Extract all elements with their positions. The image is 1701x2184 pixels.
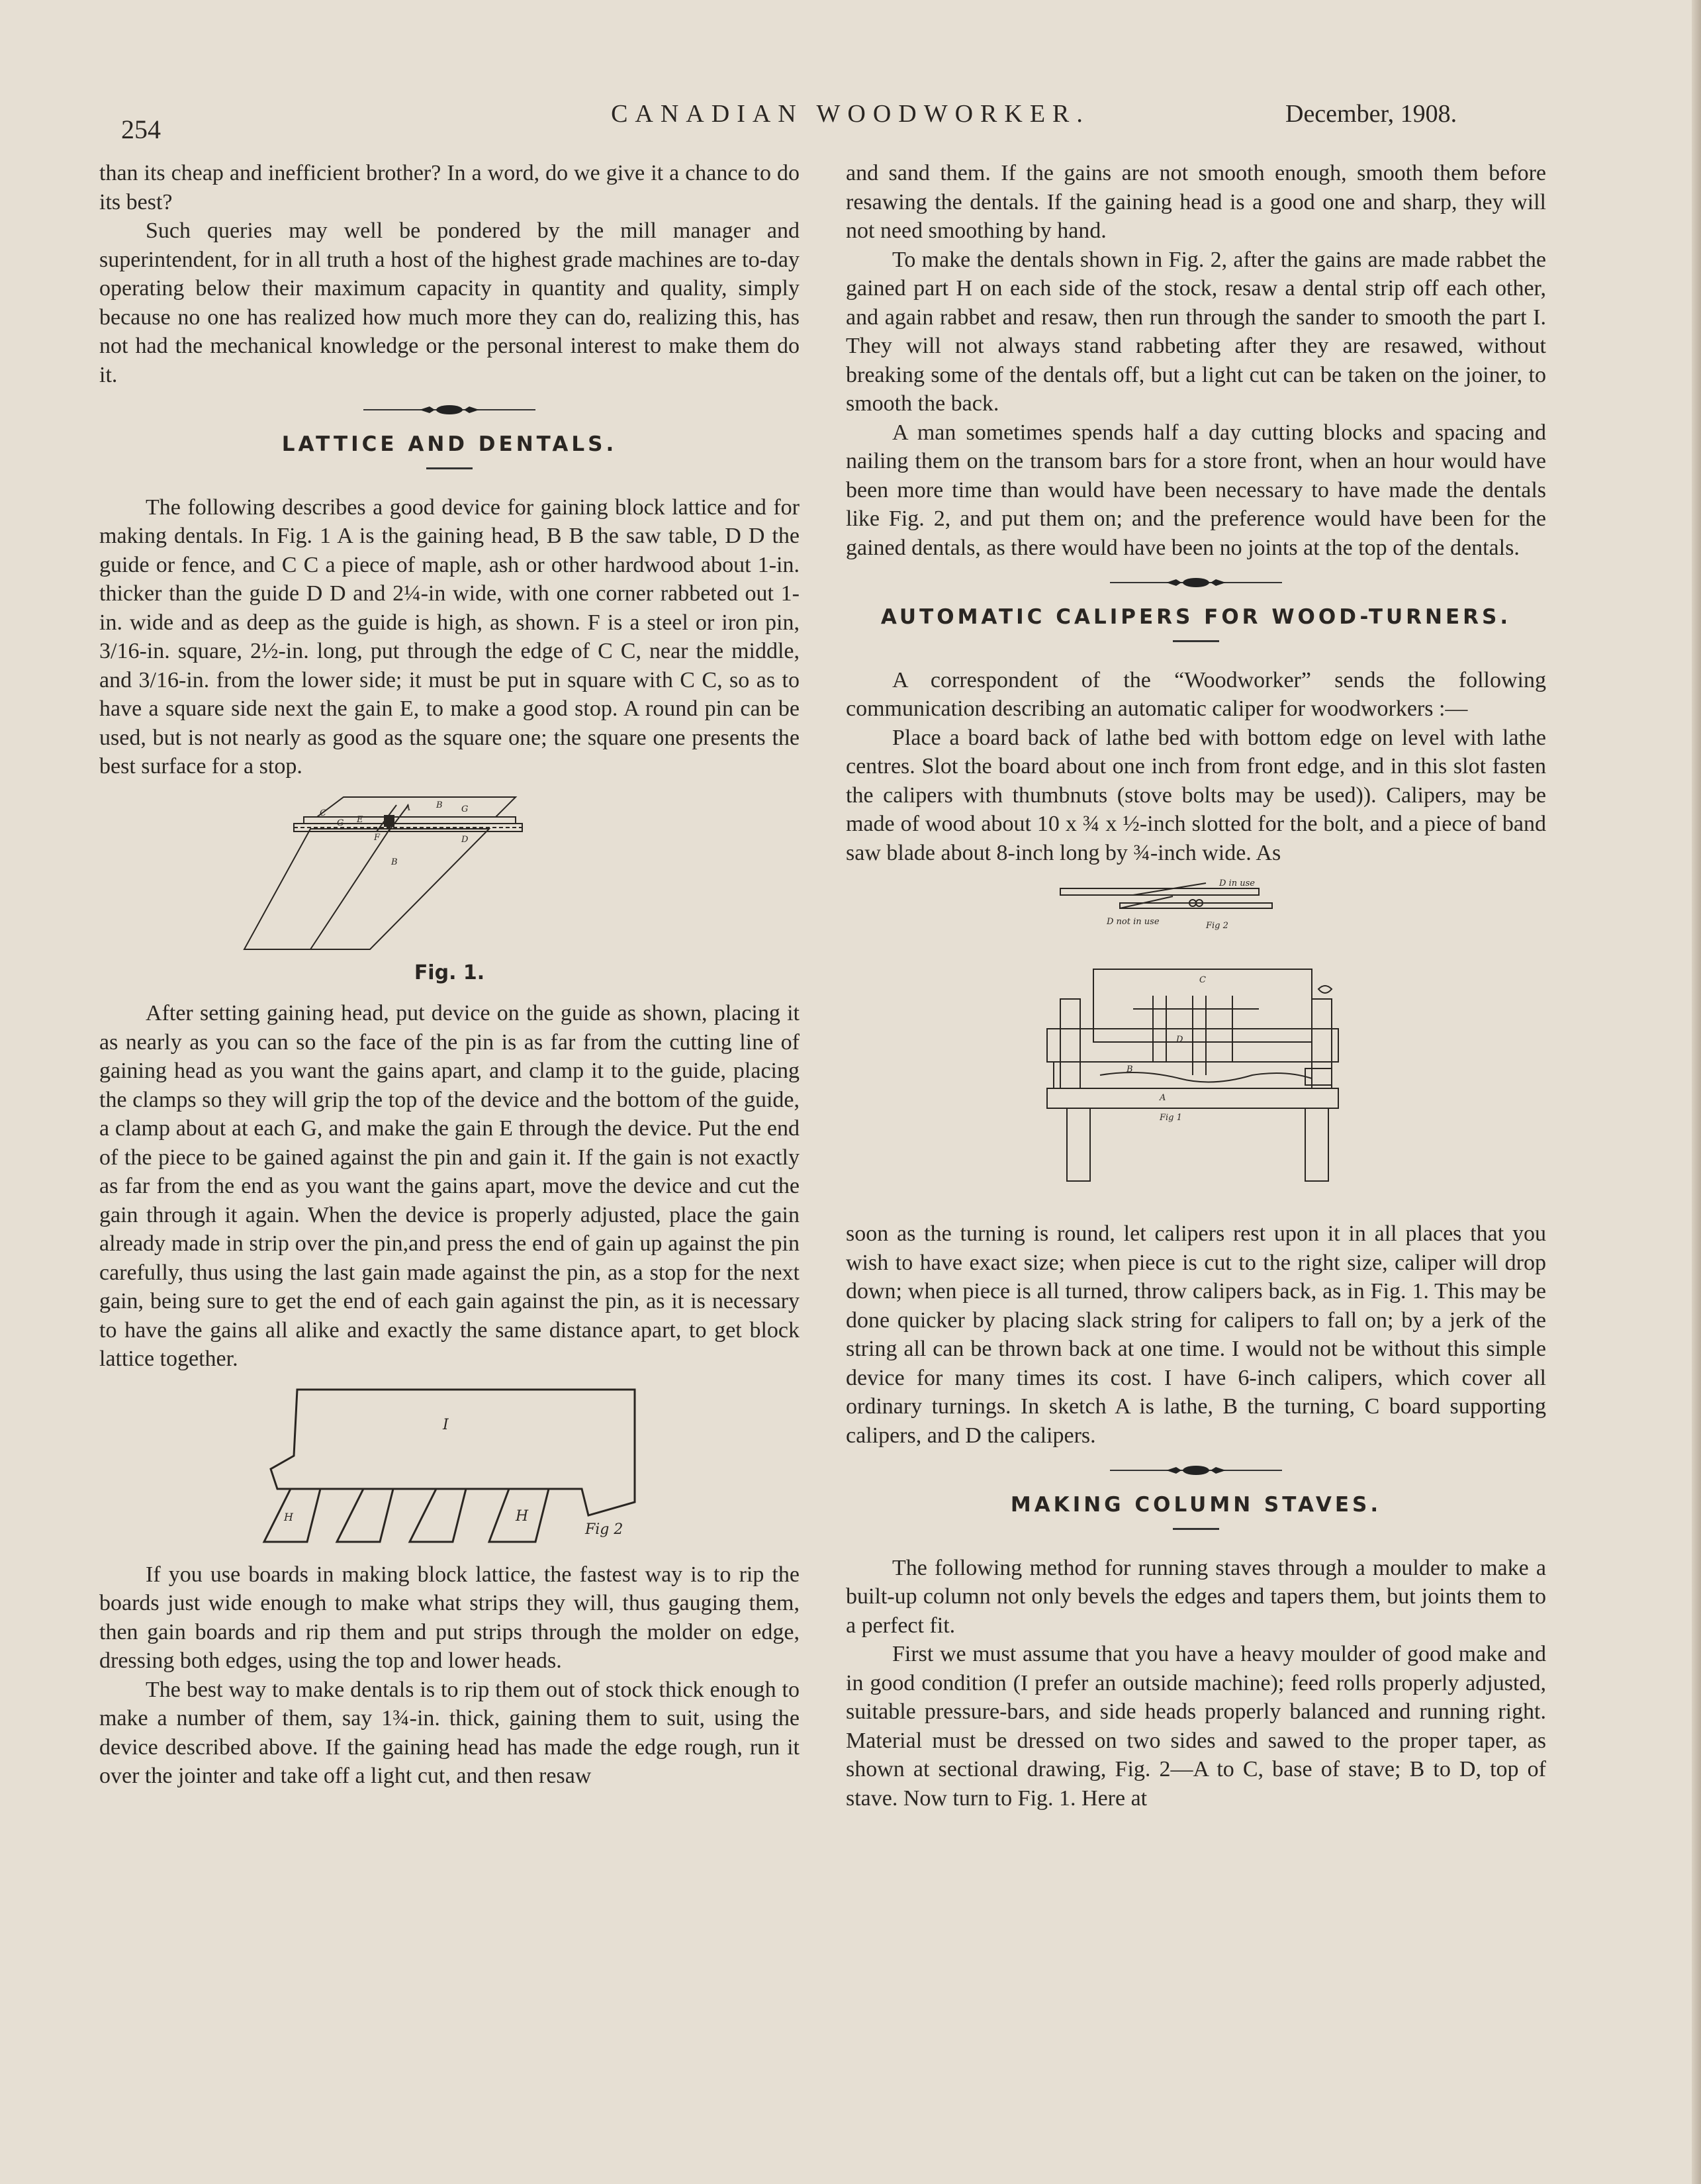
paragraph: A man sometimes spends half a day cutting blocks and spacing and nailing them on the transom bars for a store front, when an hour would have been more time than would have been necessary to have made the dentals like Fig. 2, and put them on; and the preference would have been for the gained dentals, as there would have been no joints at the top of the dentals. [846,420,1546,560]
section-heading: LATTICE AND DENTALS. [281,432,618,456]
fig-label: B [1126,1065,1133,1074]
paragraph: Such queries may well be pondered by the mill manager and superintendent, for in all truth a host of the highest grade machines are to-day operating below their maximum capacity in quantity and quality, simply because no one has realized how much more they can do, realizing this, has not had the mechanical knowledge or the personal interest to make them do it. [99,218,800,387]
fig-label: F [374,832,381,843]
paragraph: After setting gaining head, put device on the guide as shown, placing it as nearly as you can so the face of the pin is as far from the cutting line of gaining head as you want the gains apart, and clamp it to the guide, placing the clamps so they will grip the top of the device and the bottom of the guide, a clamp about at each G, and make the gain E through the device. Put the end of the piece to be gained against the pin and gain it. If the gain is not exactly as far from the end as you want the gains apart, move the device and cut the gain through it again. When the device is properly adjusted, place the gain already made in strip over the pin,and press the end of gain up against the pin carefully, thus using the last gain made against the pin, as a stop for the next gain, being sure to get the end of each gain against the pin, as it is necessary to have the gains all alike and exactly the same distance apart, to get block lattice together. [99,1001,800,1371]
paragraph: than its cheap and inefficient brother? In a word, do we give it a chance to do its best? [99,161,800,214]
page-edge [1692,0,1701,2184]
heading-rule [426,467,473,469]
gaining-device-drawing [238,790,661,956]
fig-label: D [461,834,469,845]
paragraph: The following method for running staves through a moulder to make a built-up column not only bevels the edges and tapers them, but joints them to a perfect fit. [846,1555,1546,1638]
section-ornament [846,573,1546,593]
fig-label: Fig 1 [1160,1113,1182,1123]
caliper-figure [846,877,1546,1208]
heading-rule [1173,1528,1219,1530]
fig-label: A [1160,1093,1166,1103]
figure-1 [99,790,800,988]
page-number: 254 [121,115,161,144]
fig-label: C [1199,975,1206,985]
paragraph: and sand them. If the gains are not smooth enough, smooth them before resawing the dentals. If the gaining head is a good one and sharp, they will not need smoothing by hand. [846,161,1546,243]
paragraph: To make the dentals shown in Fig. 2, after the gains are made rabbet the gained part H on each side of the stock, resaw a dental strip off each other, and again rabbet and resaw, then run through the sander to smooth the part I. They will not always stand rabbeting after they are resawed, without breaking some of the dentals off, but a light cut can be taken on the joiner, to smooth the back. [846,247,1546,416]
paragraph: If you use boards in making block lattice, the fastest way is to rip the boards just wide enough to make what strips they will, thus gauging them, then gain boards and rip them and put strips through the molder on edge, dressing both edges, using the top and lower heads. [99,1562,800,1673]
fig-label: H [516,1507,529,1525]
page-header [0,99,1701,144]
section-heading: MAKING COLUMN STAVES. [1010,1493,1382,1517]
paragraph: A correspondent of the “Woodworker” sends the following communication describing an automatic caliper for woodworkers :— [846,667,1546,721]
journal-title: CANADIAN WOODWORKER. [611,100,1090,128]
figure-2 [99,1383,800,1548]
fig-label: I [443,1416,449,1433]
fig-label: B [436,800,443,810]
paragraph: Place a board back of lathe bed with bottom edge on level with lathe centres. Slot the board about one inch from front edge, and in this slot fasten the calipers with thumbnuts (stove bolts may be used)). Calipers, may be made of wood about 10 x ¾ x ½-inch slotted for the bolt, and a piece of band saw blade about 8-inch long by ¾-inch wide. As [846,725,1546,865]
fig-label: D [1176,1035,1183,1045]
lathe-caliper-drawing [1040,877,1352,1208]
section-heading: AUTOMATIC CALIPERS FOR WOOD-TURNERS. [880,605,1512,629]
paragraph: The following describes a good device for gaining block lattice and for making dentals. In Fig. 1 A is the gaining head, B B the saw table, D D the guide or fence, and C C a piece of maple, ash or other hardwood about 1-in. thicker than the guide D D and 2¼-in wide, with one corner rabbeted out 1-in. wide and as deep as the guide is high, as shown. F is a steel or iron pin, 3/16-in. square, 2½-in. long, put through the edge of C C, near the middle, and 3/16-in. from the lower side; it must be put in square with C C, so as to have a square side next the gain E, to make a good stop. A round pin can be used, but is not nearly as good as the square one; the square one presents the best surface for a stop. [99,495,800,779]
paragraph: First we must assume that you have a heavy moulder of good make and in good condition (I prefer an outside machine); feed rolls properly adjusted, suitable pressure-bars, and side heads properly balanced and running right. Material must be dressed on two sides and sawed to the proper taper, as shown at sectional drawing, Fig. 2—A to C, base of stave; B to D, top of stave. Now turn to Fig. 1. Here at [846,1642,1546,1811]
paragraph: The best way to make dentals is to rip them out of stock thick enough to make a number of them, say 1¾-in. thick, gaining them to suit, using the device described above. If the gaining head has made the edge rough, run it over the jointer and take off a light cut, and then resaw [99,1677,800,1788]
fig-label: D not in use [1107,917,1160,927]
dentals-drawing [244,1383,655,1548]
fig-label: C [320,808,326,818]
figure-caption: Fig. 1. [414,961,485,984]
fig-label: G [461,804,469,814]
fig-label: Fig 2 [585,1521,623,1538]
fig-label: Fig 2 [1206,921,1228,931]
right-column [846,159,1546,1813]
left-column [99,159,800,1791]
fig-label: A [404,802,411,813]
issue-date: December, 1908. [1285,100,1457,128]
section-ornament [846,1460,1546,1480]
fig-label: D in use [1219,878,1255,888]
fig-label: H [284,1510,293,1523]
fig-label: G [337,818,344,828]
fig-label: E [357,814,363,825]
paragraph: soon as the turning is round, let calipers rest upon it in all places that you wish to have exact size; when piece is cut to the right size, caliper will drop down; when piece is all turned, throw calipers back, as in Fig. 1. This may be done quicker by placing slack string for calipers to fall on; by a jerk of the string all can be thrown back at one time. I would not be without this simple device for many times its cost. I have 6-inch calipers, which cover all ordinary turnings. In sketch A is lathe, B the turning, C board supporting calipers, and D the calipers. [846,1221,1546,1448]
heading-rule [1173,640,1219,642]
section-ornament [99,400,800,420]
fig-label: B [391,857,398,867]
